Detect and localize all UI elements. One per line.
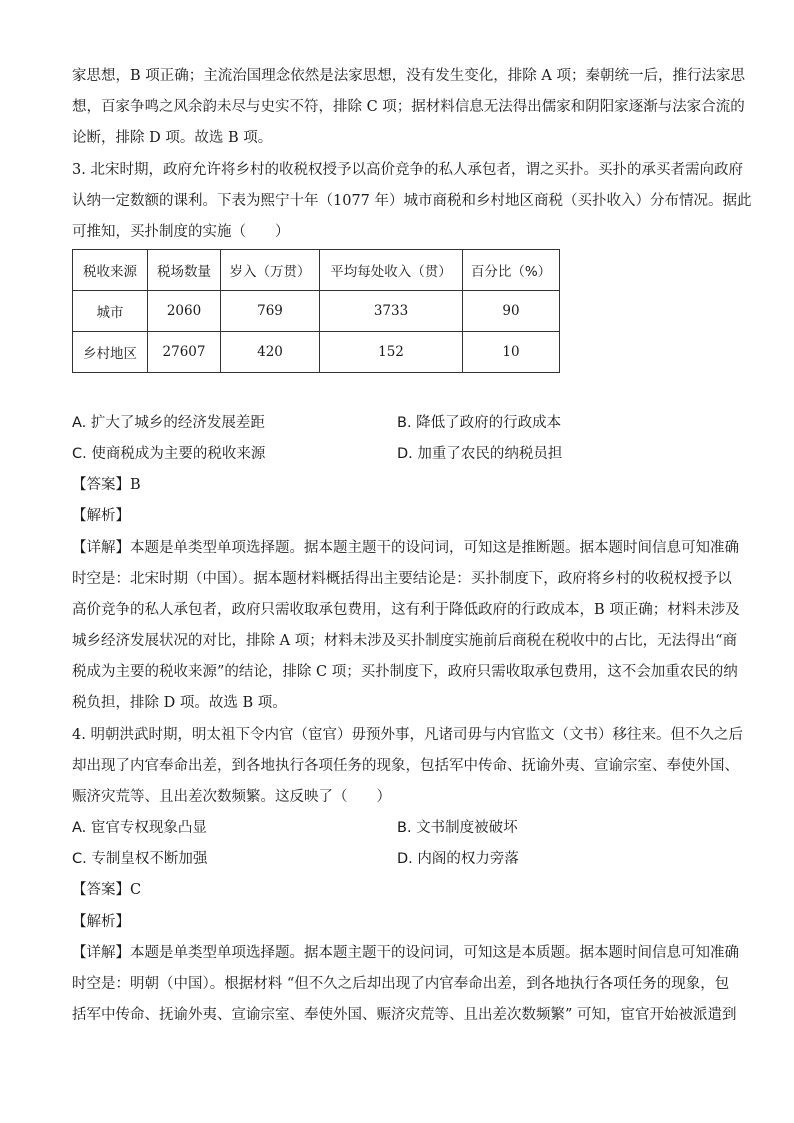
q3-analysis-tag: 【解析】	[72, 508, 130, 524]
table-cell: 3733	[320, 291, 463, 332]
table-header-row	[73, 250, 560, 291]
q4-option-d[interactable]: D. 内阁的权力旁落	[397, 851, 519, 867]
top-paragraph-line: 想，百家争鸣之风余韵未尽与史实不符，排除 C 项；据材料信息无法得出儒家和阴阳家逐渐与法家合流的	[72, 99, 745, 115]
table-cell: 城市	[73, 291, 148, 332]
answer-value: C	[130, 882, 142, 898]
table-header-cell: 税收来源	[73, 250, 148, 291]
table-header-cell: 百分比（%）	[463, 250, 560, 291]
q3-detail-line: 高价竞争的私人承包者，政府只需收取承包费用，这有利于降低政府的行政成本，B 项正确；材料未涉及	[72, 602, 740, 618]
table-cell: 769	[221, 291, 320, 332]
q3-detail-line: 【详解】本题是单类型单项选择题。据本题主题干的设问词，可知这是推断题。据本题时间信息可知准确	[72, 540, 739, 556]
table-cell: 10	[463, 332, 560, 373]
table-header-cell: 平均每处收入（贯）	[320, 250, 463, 291]
q3-detail-line: 税成为主要的税收来源”的结论，排除 C 项；买扑制度下，政府只需收取承包费用，这不会加重农民的纳	[72, 664, 738, 680]
q3-option-d[interactable]: D. 加重了农民的纳税员担	[397, 446, 563, 462]
table-cell: 90	[463, 291, 560, 332]
q4-stem-line: 赈济灾荒等、且出差次数频繁。这反映了（ ）	[72, 789, 391, 805]
q4-answer	[72, 880, 732, 900]
answer-tag: 【答案】	[72, 882, 130, 898]
table-cell: 2060	[148, 291, 221, 332]
table-row	[73, 291, 560, 332]
q3-answer	[72, 475, 732, 495]
answer-value: B	[130, 477, 141, 493]
top-paragraph-line: 论断，排除 D 项。故选 B 项。	[72, 130, 273, 146]
q4-detail-line: 括军中传命、抚谕外夷、宣谕宗室、奉使外国、赈济灾荒等、且出差次数频繁” 可知，宦官开始被派遣到	[72, 1007, 737, 1023]
q3-option-b[interactable]: B. 降低了政府的行政成本	[397, 415, 562, 431]
q3-option-c[interactable]: C. 使商税成为主要的税收来源	[72, 446, 266, 462]
q3-stem-line: 3. 北宋时期，政府允许将乡村的收税权授予以高价竞争的私人承包者，谓之买扑。买扑的承买者需向政府	[72, 162, 743, 178]
q3-detail-line: 时空是：北宋时期（中国）。据本题材料概括得出主要结论是：买扑制度下，政府将乡村的收税权授予以	[72, 571, 732, 587]
q3-option-a[interactable]: A. 扩大了城乡的经济发展差距	[72, 415, 265, 431]
top-paragraph-line: 家思想，B 项正确；主流治国理念依然是法家思想，没有发生变化，排除 A 项；秦朝统一后，推行法家思	[72, 68, 745, 84]
q3-stem-line: 认纳一定数额的课利。下表为熙宁十年（1077 年）城市商税和乡村地区商税（买扑收入）分布情况。据此	[72, 193, 752, 209]
tax-distribution-table	[72, 249, 560, 373]
q4-option-a[interactable]: A. 宦官专权现象凸显	[72, 820, 207, 836]
q4-option-c[interactable]: C. 专制皇权不断加强	[72, 851, 208, 867]
q4-detail-line: 【详解】本题是单类型单项选择题。据本题主题干的设问词，可知这是本质题。据本题时间信息可知准确	[72, 945, 739, 961]
q4-detail-line: 时空是：明朝（中国）。根据材料 “但不久之后却出现了内官奉命出差，到各地执行各项任务的现象，包	[72, 976, 730, 992]
q3-detail-line: 城乡经济发展状况的对比，排除 A 项；材料未涉及买扑制度实施前后商税在税收中的占比，无法得出“商	[72, 633, 738, 649]
q4-stem-line: 4. 明朝洪武时期，明太祖下令内官（宦官）毋预外事，凡诸司毋与内官监文（文书）移往来。但不久之后	[72, 727, 743, 743]
q4-option-b[interactable]: B. 文书制度被破坏	[397, 820, 518, 836]
q4-stem-line: 却出现了内官奉命出差，到各地执行各项任务的现象，包括军中传命、抚谕外夷、宣谕宗室、奉使外国、	[72, 758, 739, 774]
table-cell: 27607	[148, 332, 221, 373]
table-header-cell: 税场数量	[148, 250, 221, 291]
q4-analysis-tag: 【解析】	[72, 914, 130, 930]
table-cell: 420	[221, 332, 320, 373]
table-cell: 乡村地区	[73, 332, 148, 373]
answer-tag: 【答案】	[72, 477, 130, 493]
table-row	[73, 332, 560, 373]
q3-detail-line: 税负担，排除 D 项。故选 B 项。	[72, 695, 287, 711]
q3-stem-line: 可推知，买扑制度的实施（ ）	[72, 224, 290, 240]
table-header-cell: 岁入（万贯）	[221, 250, 320, 291]
table-cell: 152	[320, 332, 463, 373]
